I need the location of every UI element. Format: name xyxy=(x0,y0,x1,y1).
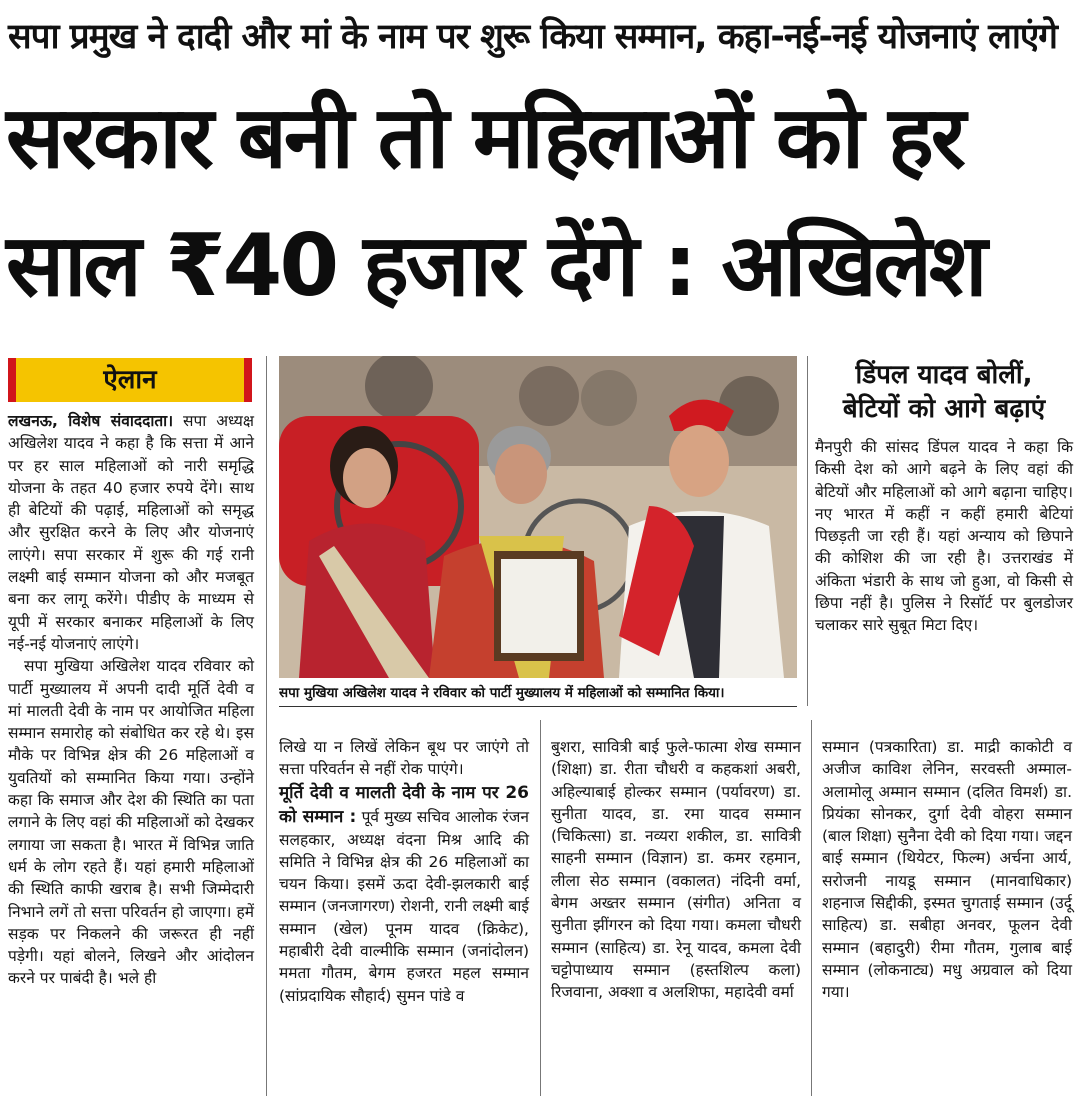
column-rule xyxy=(266,356,267,1096)
col3-paragraph-1: बुशरा, सावित्री बाई फुले-फात्मा शेख सम्मान (शिक्षा) डा. रीता चौधरी व कहकशां अबरी, अहिल्याबाई होल्कर सम्मान (पर्यावरण) डा. सुनीता यादव, डा. रमा यादव सम्मान (चिकित्सा) डा. नव्यरा शकील, डा. सावित्री साहनी सम्मान (विज्ञान) डा. कमर रहमान, लीला सेठ सम्मान (वकालत) नंदिनी वर्मा, बेगम अख्तर सम्मान (संगीत) अनिता व सुनीता झींगरन को दिया गया। कमला चौधरी सम्मान (साहित्य) डा. रेनू यादव, कमला देवी चट्टोपाध्याय सम्मान (हस्तशिल्प कला) रिजवाना, अक्शा व अलशिफा, महादेवी वर्मा xyxy=(551,738,801,1002)
section-tag: ऐलान xyxy=(8,358,252,402)
col2-paragraph-2: पूर्व मुख्य सचिव आलोक रंजन सलहकार, अध्यक्ष वंदना मिश्र आदि की समिति ने विभिन्न क्षेत्र की 26 महिलाओं का चयन किया। इसमें ऊदा देवी-झलकारी बाई सम्मान (जनजागरण) रोशनी, रानी लक्ष्मी बाई सम्मान (खेल) पूनम यादव (क्रिकेट), महाबीरी देवी वाल्मीकि सम्मान (जनांदोलन) ममता गौतम, बेगम हजरत महल सम्मान (सांप्रदायिक सौहार्द) सुमन पांडे व xyxy=(279,807,529,1005)
sidebar-paragraph: मैनपुरी की सांसद डिंपल यादव ने कहा कि किसी देश को आगे बढ़ने के लिए वहां की बेटियों और महिलाओं को आगे बढ़ाना चाहिए। नए भारत में कहीं न कहीं हमारी बेटियां पिछड़ती जा रही हैं। यहां अन्याय को छिपाने की कोशिश की जा रही है। उत्तराखंड में अंकिता भंडारी के साथ जो हुआ, वो किसी से छिपा नहीं है। पुलिस ने रिसॉर्ट पर बुलडोजर चलाकर सारे सुबूत मिटा दिए। xyxy=(815,438,1073,635)
photo-caption: सपा मुखिया अखिलेश यादव ने रविवार को पार्टी मुख्यालय में महिलाओं को सम्मानित किया। xyxy=(279,680,797,707)
sidebar-rule xyxy=(807,356,808,706)
column-rule-3 xyxy=(811,720,812,1096)
col1-paragraph-1: सपा अध्यक्ष अखिलेश यादव ने कहा है कि सत्ता में आने पर हर साल महिलाओं को नारी समृद्धि योजना के तहत 40 हजार रुपये देंगे। साथ ही बेटियों की पढ़ाई, महिलाओं को समृद्ध और सुरक्षित करने के लिए और योजनाएं लाएंगे। सपा सरकार में शुरू की गई रानी लक्ष्मी बाई सम्मान योजना को और मजबूत बना कर लागू करेंगे। पीडीए के माध्यम से यूपी में सरकार बनाकर महिलाओं के लिए नई-नई योजनाएं लाएंगे। xyxy=(8,412,254,653)
subheading: मूर्ति देवी व मालती देवी के नाम पर 26 को सम्मान : xyxy=(279,782,529,827)
col1-paragraph-2: सपा मुखिया अखिलेश यादव रविवार को पार्टी मुख्यालय में अपनी दादी मूर्ति देवी व मां मालती देवी के नाम पर आयोजित महिला सम्मान समारोह को संबोधित कर रहे थे। इस मौके पर विभिन्न क्षेत्र की 26 महिलाओं व युवतियों को सम्मानित किया गया। उन्होंने कहा कि समाज और देश की स्थिति का पता लगाने के लिए वहां की महिलाओं को देखकर लगाया जा सकता है। भारत में विभिन्न जाति धर्म के लोग रहते हैं। यहां हमारी महिलाओं की स्थिति काफी खराब है। सभी जिम्मेदारी निभाने लगें तो सत्ता परिवर्तन हो जाएगा। हमें सड़क पर निकलने की जरूरत ही नहीं पड़ेगी। यहां बोलने, लिखने और आंदोलन करने पर पाबंदी है। भले ही xyxy=(8,657,254,988)
main-headline-line-1: सरकार बनी तो महिलाओं को हर xyxy=(6,88,963,188)
sidebar-body xyxy=(815,436,1073,637)
column-1 xyxy=(8,410,254,990)
column-rule-2 xyxy=(540,720,541,1096)
column-3 xyxy=(551,736,801,1004)
col2-paragraph-1: लिखे या न लिखें लेकिन बूथ पर जाएंगे तो सत्ता परिवर्तन से नहीं रोक पाएंगे। xyxy=(279,738,529,779)
main-headline-line-2: साल ₹40 हजार देंगे : अखिलेश xyxy=(6,216,985,316)
kicker-headline: सपा प्रमुख ने दादी और मां के नाम पर शुरू किया सम्मान, कहा-नई-नई योजनाएं लाएंगे xyxy=(8,17,1057,57)
column-4 xyxy=(822,736,1072,1004)
col4-paragraph-1: सम्मान (पत्रकारिता) डा. माद्री काकोटी व अजीज काविश लेनिन, सरवस्ती अम्माल-अलामोलू अम्मान सम्मान (दलित विमर्श) डा. प्रियंका सोनकर, दुर्गा देवी वोहरा सम्मान (बाल शिक्षा) सुनैना देवी को दिया गया। जद्दन बाई सम्मान (थियेटर, फिल्म) अर्चना आर्य, सरोजनी नायडू सम्मान (मानवाधिकार) शहनाज सिद्दीकी, इस्मत चुगताई सम्मान (उर्दू साहित्य) डा. सबीहा अनवर, फूलन देवी सम्मान (बहादुरी) रीमा गौतम, गुलाब बाई सम्मान (लोकनाट्य) मधु अग्रवाल को दिया गया। xyxy=(822,738,1072,1002)
column-2 xyxy=(279,736,529,1007)
dateline: लखनऊ, विशेष संवाददाता। xyxy=(8,412,174,430)
news-photo xyxy=(279,356,797,678)
sidebar-title-line-2: बेटियों को आगे बढ़ाएं xyxy=(842,394,1046,424)
sidebar-title xyxy=(815,358,1073,426)
sidebar-title-line-1: डिंपल यादव बोलीं, xyxy=(855,360,1033,390)
